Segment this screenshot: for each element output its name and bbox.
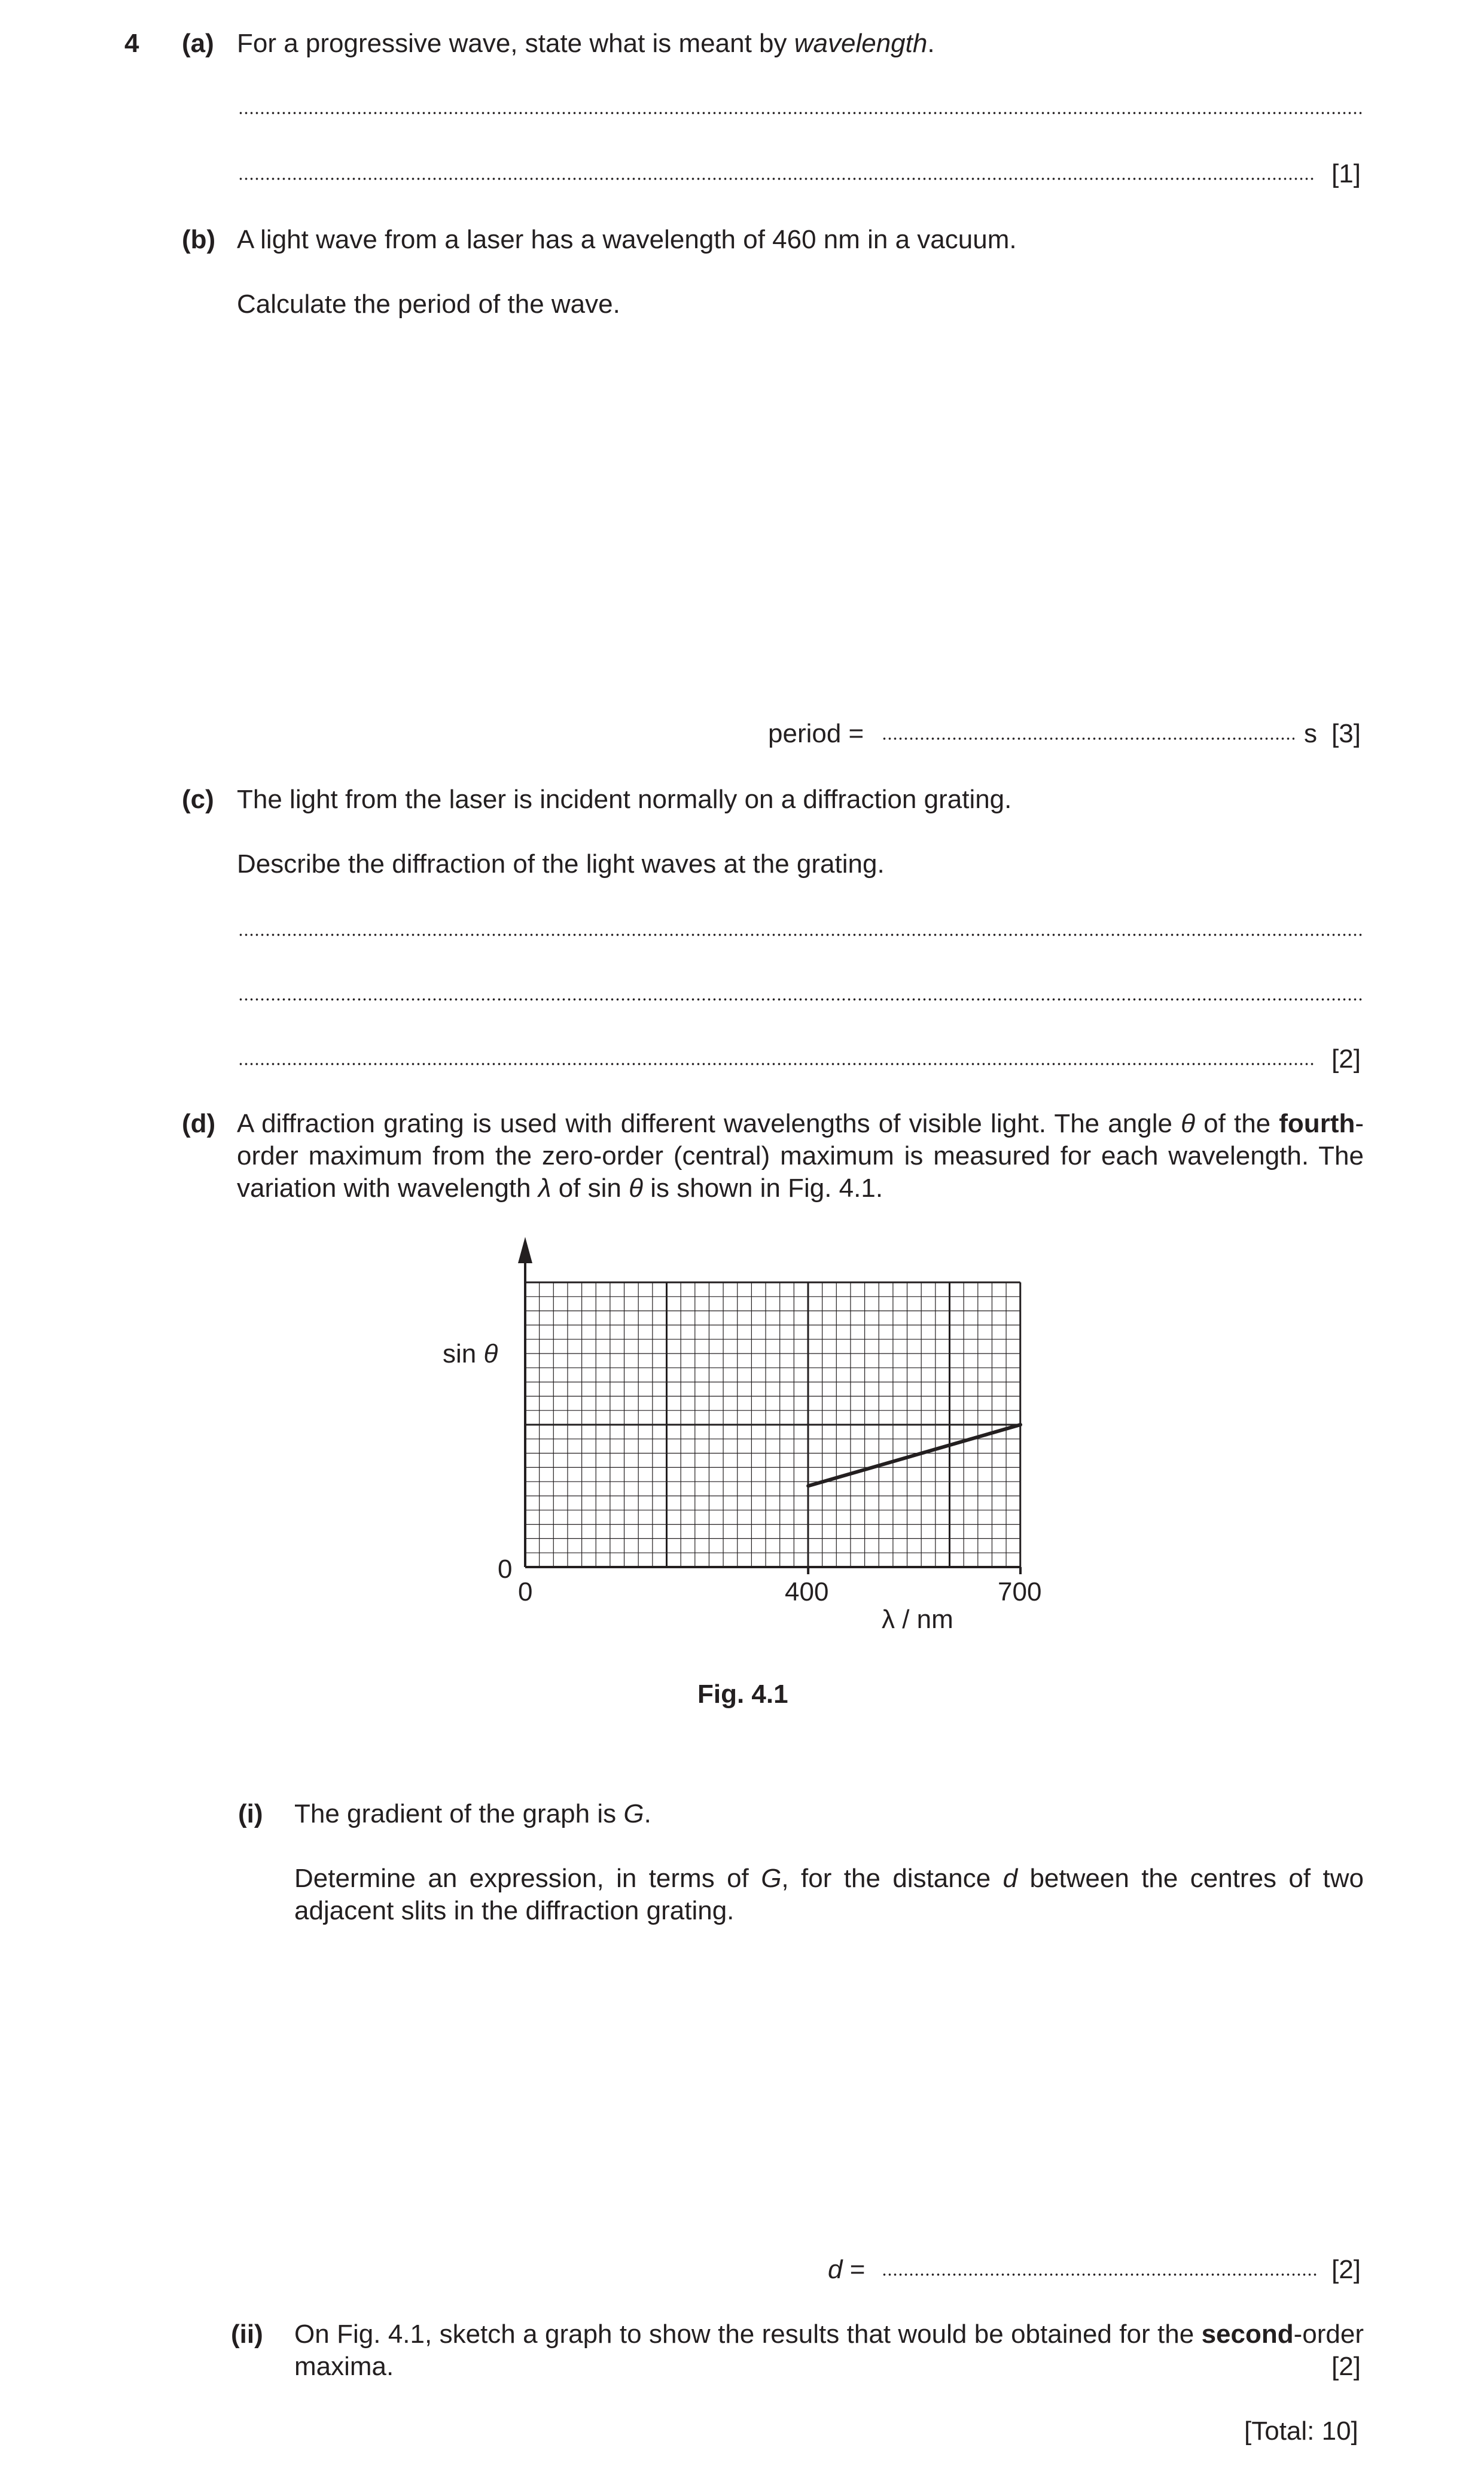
x-axis-label: λ / nm — [882, 1605, 953, 1634]
part-d-i-label: (i) — [238, 1799, 263, 1828]
x-tick-label-700: 700 — [998, 1577, 1042, 1607]
answer-line[interactable] — [238, 177, 1315, 181]
part-d-ii-mark: [2] — [1331, 2352, 1361, 2381]
part-b-mark: [3] — [1331, 719, 1361, 748]
figure-caption: Fig. 4.1 — [697, 1680, 788, 1709]
data-line — [808, 1425, 1020, 1486]
part-b-label: (b) — [182, 225, 216, 254]
d-answer-label: d = — [828, 2255, 866, 2284]
period-answer-line[interactable] — [882, 737, 1294, 740]
part-d-ii-label: (ii) — [231, 2319, 263, 2349]
part-d-i-line1: The gradient of the graph is G. — [294, 1799, 651, 1828]
y-axis-label: sin θ — [443, 1339, 498, 1368]
part-d-i-text: Determine an expression, in terms of G, for the distance d between the centres of two adjacent slits in the diffraction grating. — [294, 1864, 1364, 1925]
period-unit: s — [1304, 719, 1317, 748]
x-tick-marks — [808, 1567, 1020, 1574]
y-axis-arrow-icon — [518, 1237, 532, 1263]
answer-line[interactable] — [238, 998, 1363, 1001]
part-b-line1: A light wave from a laser has a wavelength of 460 nm in a vacuum. — [237, 225, 1017, 254]
part-d-label: (d) — [182, 1109, 216, 1138]
grid-major — [525, 1282, 1020, 1567]
part-a-mark: [1] — [1331, 159, 1361, 188]
answer-line[interactable] — [238, 933, 1363, 937]
period-label: period = — [768, 719, 864, 748]
part-c-line1: The light from the laser is incident normally on a diffraction grating. — [237, 785, 1012, 814]
answer-line[interactable] — [238, 1062, 1315, 1066]
x-tick-label-0: 0 — [518, 1577, 533, 1607]
part-d-text: A diffraction grating is used with different wavelengths of visible light. The angle θ of the fourth-order maximum from the zero-order (central) maximum is measured for each wavelength. The variation with wavelength λ of sin θ is shown in Fig. 4.1. — [237, 1109, 1364, 1203]
part-c-mark: [2] — [1331, 1044, 1361, 1074]
question-number: 4 — [124, 29, 139, 58]
answer-line[interactable] — [238, 111, 1363, 115]
part-a-question: For a progressive wave, state what is meant by wavelength. — [237, 29, 935, 58]
part-b-line2: Calculate the period of the wave. — [237, 289, 620, 319]
part-d-ii-text: On Fig. 4.1, sketch a graph to show the results that would be obtained for the second-order maxima. — [294, 2319, 1364, 2381]
part-c-label: (c) — [182, 785, 214, 814]
x-tick-label-400: 400 — [785, 1577, 829, 1607]
part-c-line2: Describe the diffraction of the light waves at the grating. — [237, 849, 885, 879]
grid-minor — [525, 1282, 1020, 1567]
y-tick-label-0: 0 — [498, 1554, 513, 1584]
part-d-i-mark: [2] — [1331, 2255, 1361, 2284]
total-marks: [Total: 10] — [1244, 2416, 1358, 2446]
d-answer-line[interactable] — [882, 2273, 1317, 2276]
part-a-label: (a) — [182, 29, 214, 58]
